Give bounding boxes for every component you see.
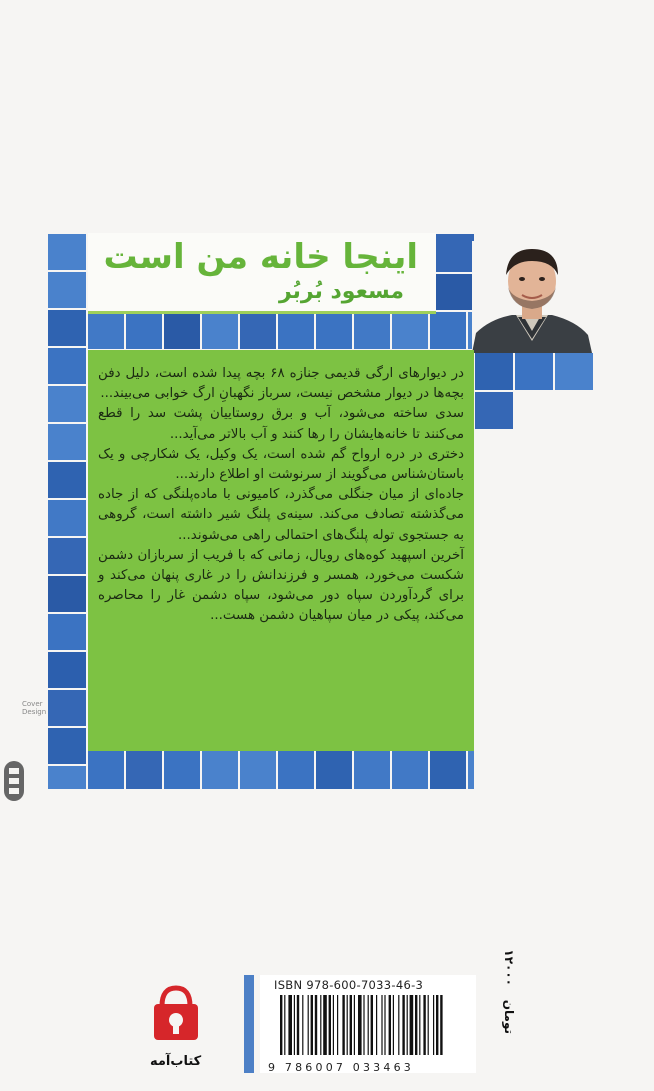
barcode-bar bbox=[423, 995, 425, 1055]
cover-design-credit bbox=[22, 700, 46, 716]
blurb-paragraph: دختری در دره ارواح گم شده است، یک وکیل، یک شکارچی و یک باستان‌شناس می‌گویند از سرنوشت او اطلاع دارند... bbox=[98, 446, 464, 483]
barcode-bar bbox=[342, 995, 344, 1055]
tile bbox=[48, 614, 86, 650]
tile bbox=[48, 310, 86, 346]
barcode-bar bbox=[354, 995, 355, 1055]
tile bbox=[126, 751, 162, 789]
tile bbox=[316, 751, 352, 789]
tile bbox=[48, 234, 86, 270]
tile bbox=[88, 751, 124, 789]
barcode-bar bbox=[302, 995, 303, 1055]
barcode-bar bbox=[436, 995, 438, 1055]
barcode-bar bbox=[297, 995, 299, 1055]
tile bbox=[430, 751, 466, 789]
barcode-bar bbox=[419, 995, 420, 1055]
barcode-bar bbox=[402, 995, 404, 1055]
barcode-bar bbox=[410, 995, 414, 1055]
barcode-bar bbox=[398, 995, 399, 1055]
tile bbox=[48, 348, 86, 384]
barcode-bar bbox=[384, 995, 385, 1055]
blurb-text bbox=[98, 364, 464, 627]
barcode-bar bbox=[308, 995, 309, 1055]
barcode-bar bbox=[376, 995, 377, 1055]
tile bbox=[164, 751, 200, 789]
book-author: مسعود بُربُر bbox=[278, 279, 404, 304]
barcode-bar bbox=[323, 995, 327, 1055]
barcode-bar bbox=[363, 995, 364, 1055]
barcode-bar bbox=[347, 995, 348, 1055]
spine-stripe bbox=[244, 975, 254, 1073]
barcode-bar bbox=[433, 995, 434, 1055]
tile bbox=[475, 353, 513, 390]
cover-credit-line1: Cover bbox=[22, 700, 43, 708]
barcode-bar bbox=[381, 995, 382, 1055]
tile bbox=[202, 312, 238, 349]
tile bbox=[515, 353, 553, 390]
tile bbox=[48, 500, 86, 536]
tile bbox=[278, 751, 314, 789]
tile bbox=[316, 312, 352, 349]
tile bbox=[392, 751, 428, 789]
title-box bbox=[88, 233, 436, 314]
tile bbox=[48, 386, 86, 422]
barcode-bar bbox=[320, 995, 321, 1055]
barcode-bar bbox=[333, 995, 334, 1055]
tile bbox=[555, 353, 593, 390]
tile bbox=[278, 312, 314, 349]
barcode-bar bbox=[389, 995, 391, 1055]
designer-logo-icon bbox=[3, 760, 25, 802]
tile bbox=[48, 424, 86, 460]
barcode-bar bbox=[311, 995, 313, 1055]
tile bbox=[354, 312, 390, 349]
barcode-digits: 9 786007 033463 bbox=[268, 1061, 414, 1074]
barcode-bar bbox=[371, 995, 373, 1055]
barcode-bar bbox=[415, 995, 417, 1055]
barcode-bar bbox=[337, 995, 338, 1055]
price bbox=[492, 949, 516, 1080]
blurb-paragraph: سدی ساخته می‌شود، آب و برق روستاییان پشت سد را قطع می‌کنند تا خانه‌هایشان را رها کنند و آب بالاتر می‌آید... bbox=[98, 406, 464, 442]
blurb-paragraph: آخرین اسپهبد کوه‌های رویال، زمانی که با فریب از سربازان دشمن شکست می‌خورد، همسر و فرزندانش را در غاری پنهان می‌کند و برای گردآوردن سپاه دور می‌شود، سپاه دشمن غار را محاصره می‌کند، پیکی در میان سپاهیان دشمن هست... bbox=[98, 547, 464, 624]
tile bbox=[48, 690, 86, 726]
tile bbox=[240, 312, 276, 349]
barcode-bar bbox=[407, 995, 408, 1055]
barcode-bar bbox=[284, 995, 285, 1055]
barcode-bar bbox=[329, 995, 331, 1055]
tile bbox=[475, 392, 513, 429]
tile bbox=[354, 751, 390, 789]
tile bbox=[48, 272, 86, 308]
barcode-bar bbox=[368, 995, 369, 1055]
tile bbox=[48, 462, 86, 498]
book-title: اینجا خانه من است bbox=[103, 237, 418, 277]
tile-extension bbox=[474, 352, 594, 430]
barcode-bar bbox=[280, 995, 282, 1055]
barcode-bar bbox=[440, 995, 442, 1055]
tile bbox=[164, 312, 200, 349]
tile bbox=[436, 274, 474, 310]
barcode-bar bbox=[350, 995, 352, 1055]
price-currency: تومان bbox=[502, 999, 516, 1034]
tile bbox=[48, 728, 86, 764]
price-amount: ۱۲۰۰۰ bbox=[502, 949, 516, 986]
tile bbox=[126, 312, 162, 349]
barcode-bar bbox=[428, 995, 429, 1055]
author-photo bbox=[472, 241, 592, 353]
tile bbox=[430, 312, 466, 349]
blurb-paragraph: در دیوارهای ارگی قدیمی جنازه ۶۸ بچه پیدا شده است، دلیل دفن بچه‌ها در دیوار مشخص نیست، سرباز نگهبانِ ارگ خوابی می‌بیند... bbox=[98, 366, 464, 402]
tile bbox=[48, 766, 86, 789]
barcode-bar bbox=[288, 995, 292, 1055]
barcode bbox=[278, 995, 468, 1059]
cover-credit-line2: Design bbox=[22, 708, 47, 716]
barcode-bar bbox=[315, 995, 317, 1055]
barcode-bar bbox=[393, 995, 394, 1055]
blurb-paragraph: جاده‌ای از میان جنگلی می‌گذرد، کامیونی با ماده‌پلنگی که از جاده می‌گذشته تصادف می‌کند. سینه‌ی پلنگ شیر داشته است، گروهی به جستجوی توله پلنگ‌های احتمالی راهی می‌شوند... bbox=[98, 487, 464, 543]
barcode-bar bbox=[294, 995, 295, 1055]
tile bbox=[392, 312, 428, 349]
tile bbox=[48, 652, 86, 688]
publisher-name: کتاب‌آمه bbox=[150, 1054, 202, 1069]
tile bbox=[468, 751, 474, 789]
tile bbox=[240, 751, 276, 789]
tile bbox=[88, 312, 124, 349]
tile bbox=[436, 234, 474, 272]
tile bbox=[202, 751, 238, 789]
tile bbox=[48, 538, 86, 574]
tile bbox=[48, 576, 86, 612]
barcode-bar bbox=[358, 995, 362, 1055]
isbn-text: ISBN 978-600-7033-46-3 bbox=[274, 978, 424, 992]
